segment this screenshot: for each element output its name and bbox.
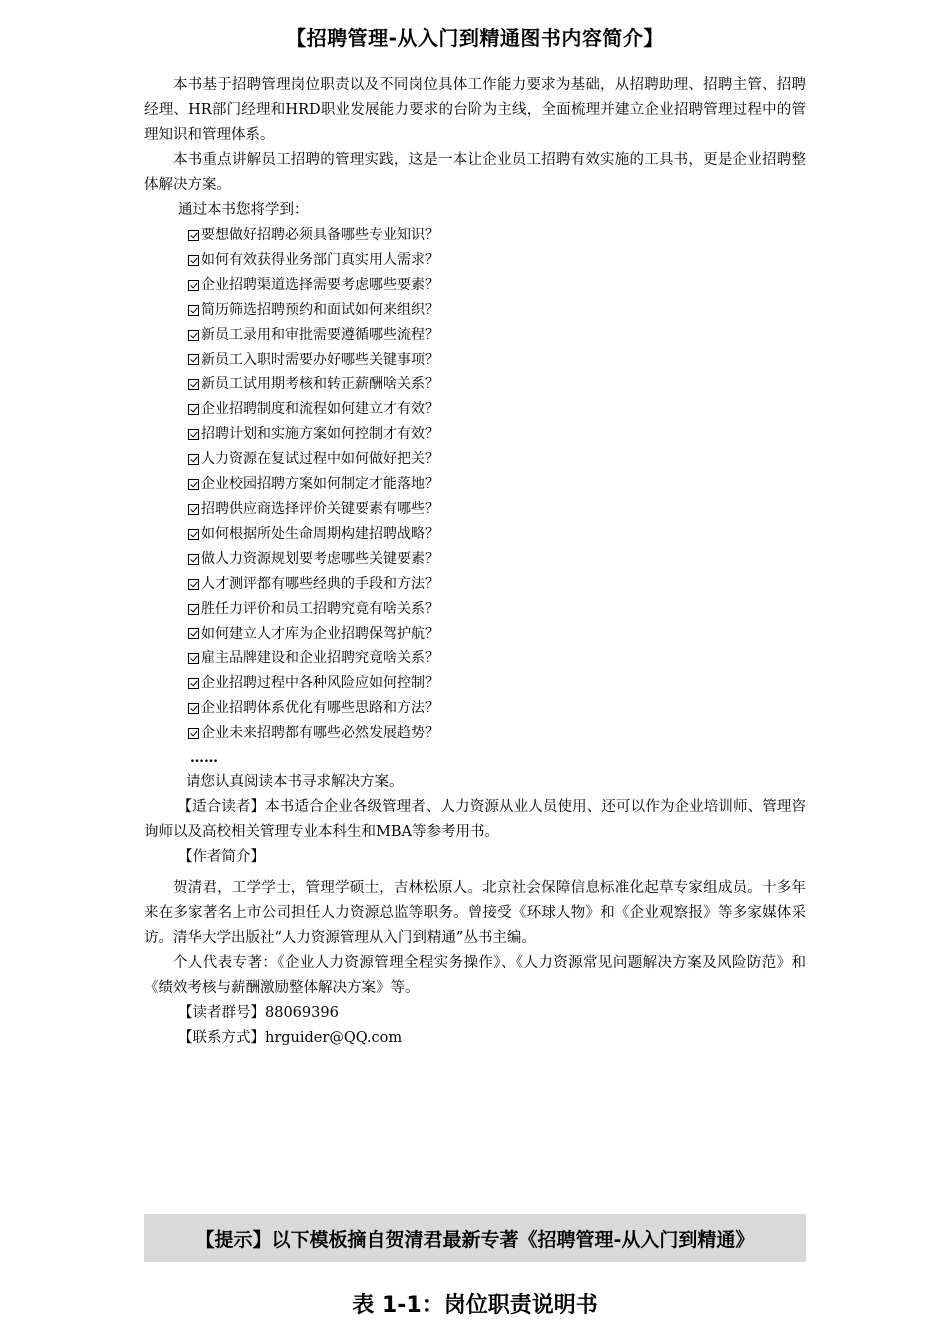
- checklist-item: [188, 597, 806, 622]
- checklist-item: [188, 273, 806, 298]
- checklist-item: [188, 298, 806, 323]
- checked-box-icon: [188, 579, 199, 590]
- checklist-item-text: 招聘计划和实施方案如何控制才有效？: [201, 426, 439, 443]
- learning-checklist: [144, 223, 806, 746]
- checked-box-icon: [188, 529, 199, 540]
- checklist-item: [188, 422, 806, 447]
- checklist-item: [188, 696, 806, 721]
- checked-box-icon: [188, 404, 199, 415]
- checked-box-icon: [188, 554, 199, 565]
- checklist-item-text: 企业校园招聘方案如何制定才能落地？: [201, 476, 439, 493]
- checklist-item-text: 胜任力评价和员工招聘究竟有啥关系？: [201, 600, 439, 617]
- checklist-item: [188, 646, 806, 671]
- checked-box-icon: [188, 504, 199, 515]
- checklist-item-text: 企业未来招聘都有哪些必然发展趋势？: [201, 725, 439, 742]
- checklist-item-text: 如何根据所处生命周期构建招聘战略？: [201, 525, 439, 542]
- intro-paragraph-2: 本书重点讲解员工招聘的管理实践，这是一本让企业员工招聘有效实施的工具书，更是企业招聘整体解决方案。: [144, 152, 806, 193]
- checked-box-icon: [188, 230, 199, 241]
- checklist-item-text: 招聘供应商选择评价关键要素有哪些？: [201, 500, 439, 517]
- checklist-item-text: 雇主品牌建设和企业招聘究竟啥关系？: [201, 650, 439, 667]
- checklist-item-text: 企业招聘渠道选择需要考虑哪些要素？: [201, 276, 439, 293]
- checked-box-icon: [188, 628, 199, 639]
- checklist-item-text: 企业招聘过程中各种风险应如何控制？: [201, 675, 439, 692]
- checklist-item: [188, 522, 806, 547]
- author-heading: 【作者简介】: [178, 849, 265, 866]
- checklist-item-text: 企业招聘制度和流程如何建立才有效？: [201, 401, 439, 418]
- checklist-item-text: 要想做好招聘必须具备哪些专业知识？: [201, 227, 439, 243]
- checklist-item: [188, 348, 806, 373]
- contact-info: 【联系方式】hrguider@QQ.com: [178, 1030, 403, 1047]
- checklist-item: [188, 372, 806, 397]
- checklist-item: [188, 447, 806, 472]
- checklist-item: [188, 248, 806, 273]
- checklist-item: [188, 622, 806, 647]
- checked-box-icon: [188, 429, 199, 440]
- checklist-item: [188, 497, 806, 522]
- checked-box-icon: [188, 354, 199, 365]
- checklist-item-text: 简历筛选招聘预约和面试如何来组织？: [201, 301, 439, 318]
- table-title: 表 1-1：岗位职责说明书: [352, 1293, 598, 1318]
- checked-box-icon: [188, 678, 199, 689]
- page-title: 【招聘管理-从入门到精通图书内容简介】: [286, 26, 664, 50]
- checked-box-icon: [188, 454, 199, 465]
- checklist-item-text: 人才测评都有哪些经典的手段和方法？: [201, 575, 439, 592]
- checked-box-icon: [188, 379, 199, 390]
- checklist-item: [188, 323, 806, 348]
- checklist-item-text: 做人力资源规划要考虑哪些关键要素？: [201, 550, 439, 567]
- checklist-item-text: 如何建立人才库为企业招聘保驾护航？: [201, 625, 439, 642]
- checklist-item-text: 新员工录用和审批需要遵循哪些流程？: [201, 326, 439, 343]
- checklist-item-text: 新员工入职时需要办好哪些关键事项？: [201, 351, 439, 368]
- checklist-item: [188, 397, 806, 422]
- checklist-item: [188, 572, 806, 597]
- template-hint-banner: 【提示】以下模板摘自贺清君最新专著《招聘管理-从入门到精通》: [144, 1214, 806, 1262]
- checklist-item: [188, 547, 806, 572]
- checked-box-icon: [188, 653, 199, 664]
- checked-box-icon: [188, 255, 199, 266]
- checklist-item-text: 新员工试用期考核和转正薪酬啥关系？: [201, 376, 439, 393]
- learn-label: 通过本书您将学到：: [178, 202, 309, 218]
- read-prompt: 请您认真阅读本书寻求解决方案。: [186, 774, 404, 791]
- checklist-item-text: 企业招聘体系优化有哪些思路和方法？: [201, 700, 439, 717]
- author-bio-paragraph-1: 贺清君，工学学士，管理学硕士，吉林松原人。北京社会保障信息标准化起草专家组成员。十多年来在多家著名上市公司担任人力资源总监等职务。曾接受《环球人物》和《企业观察报》等多家媒体采访。清华大学出版社“人力资源管理从入门到精通”丛书主编。: [144, 880, 806, 947]
- checked-box-icon: [188, 703, 199, 714]
- checked-box-icon: [188, 604, 199, 615]
- checklist-item-text: 如何有效获得业务部门真实用人需求？: [201, 251, 439, 268]
- checked-box-icon: [188, 305, 199, 316]
- ellipsis: ……: [190, 750, 218, 767]
- author-bio-paragraph-2: 个人代表专著：《企业人力资源管理全程实务操作》、《人力资源常见问题解决方案及风险防范》和《绩效考核与薪酬激励整体解决方案》等。: [144, 955, 806, 997]
- checked-box-icon: [188, 479, 199, 490]
- checked-box-icon: [188, 330, 199, 341]
- checklist-item: [188, 671, 806, 696]
- checked-box-icon: [188, 728, 199, 739]
- checklist-item: [188, 223, 806, 248]
- checked-box-icon: [188, 280, 199, 291]
- reader-group: 【读者群号】88069396: [178, 1005, 339, 1022]
- suitable-readers: 【适合读者】本书适合企业各级管理者、人力资源从业人员使用、还可以作为企业培训师、管理咨询师以及高校相关管理专业本科生和MBA等参考用书。: [144, 799, 806, 841]
- document-body: [144, 22, 806, 1051]
- checklist-item: [188, 472, 806, 497]
- checklist-item: [188, 721, 806, 746]
- intro-paragraph-1: 本书基于招聘管理岗位职责以及不同岗位具体工作能力要求为基础，从招聘助理、招聘主管、招聘经理、HR部门经理和HRD职业发展能力要求的台阶为主线，全面梳理并建立企业招聘管理过程中的管理知识和管理体系。: [144, 77, 806, 143]
- checklist-item-text: 人力资源在复试过程中如何做好把关？: [201, 451, 439, 468]
